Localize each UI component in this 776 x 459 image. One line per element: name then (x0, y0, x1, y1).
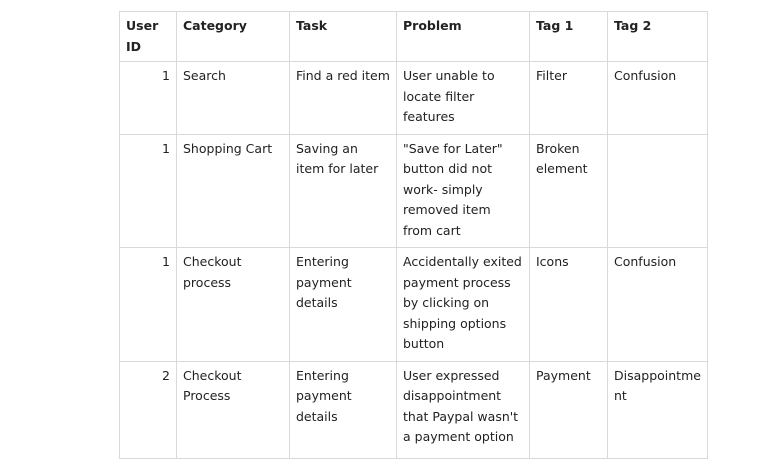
header-category: Category (177, 12, 290, 62)
cell-problem: "Save for Later" button did not work- simply removed item from cart (397, 134, 530, 248)
table-row (120, 361, 708, 458)
cell-tag-2: Disappointment (608, 361, 708, 458)
cell-user-id: 1 (120, 62, 177, 135)
cell-task: Entering payment details (290, 248, 397, 362)
cell-task: Find a red item (290, 62, 397, 135)
header-tag-2: Tag 2 (608, 12, 708, 62)
usability-findings-table (119, 11, 708, 459)
cell-tag-1: Filter (530, 62, 608, 135)
table-row (120, 134, 708, 248)
cell-task: Entering payment details (290, 361, 397, 458)
cell-user-id: 1 (120, 134, 177, 248)
header-tag-1: Tag 1 (530, 12, 608, 62)
cell-problem: Accidentally exited payment process by clicking on shipping options button (397, 248, 530, 362)
cell-tag-2: Confusion (608, 248, 708, 362)
cell-task: Saving an item for later (290, 134, 397, 248)
cell-tag-2: Confusion (608, 62, 708, 135)
cell-user-id: 1 (120, 248, 177, 362)
table-row (120, 248, 708, 362)
cell-category: Checkout Process (177, 361, 290, 458)
cell-tag-1: Broken element (530, 134, 608, 248)
cell-problem: User unable to locate filter features (397, 62, 530, 135)
cell-problem: User expressed disappointment that Paypal wasn't a payment option (397, 361, 530, 458)
cell-category: Checkout process (177, 248, 290, 362)
header-task: Task (290, 12, 397, 62)
cell-category: Shopping Cart (177, 134, 290, 248)
header-problem: Problem (397, 12, 530, 62)
cell-tag-2 (608, 134, 708, 248)
cell-user-id: 2 (120, 361, 177, 458)
cell-tag-1: Icons (530, 248, 608, 362)
cell-tag-1: Payment (530, 361, 608, 458)
header-user-id: User ID (120, 12, 177, 62)
table-row (120, 62, 708, 135)
cell-category: Search (177, 62, 290, 135)
usability-findings-table-container (119, 11, 708, 459)
header-row (120, 12, 708, 62)
